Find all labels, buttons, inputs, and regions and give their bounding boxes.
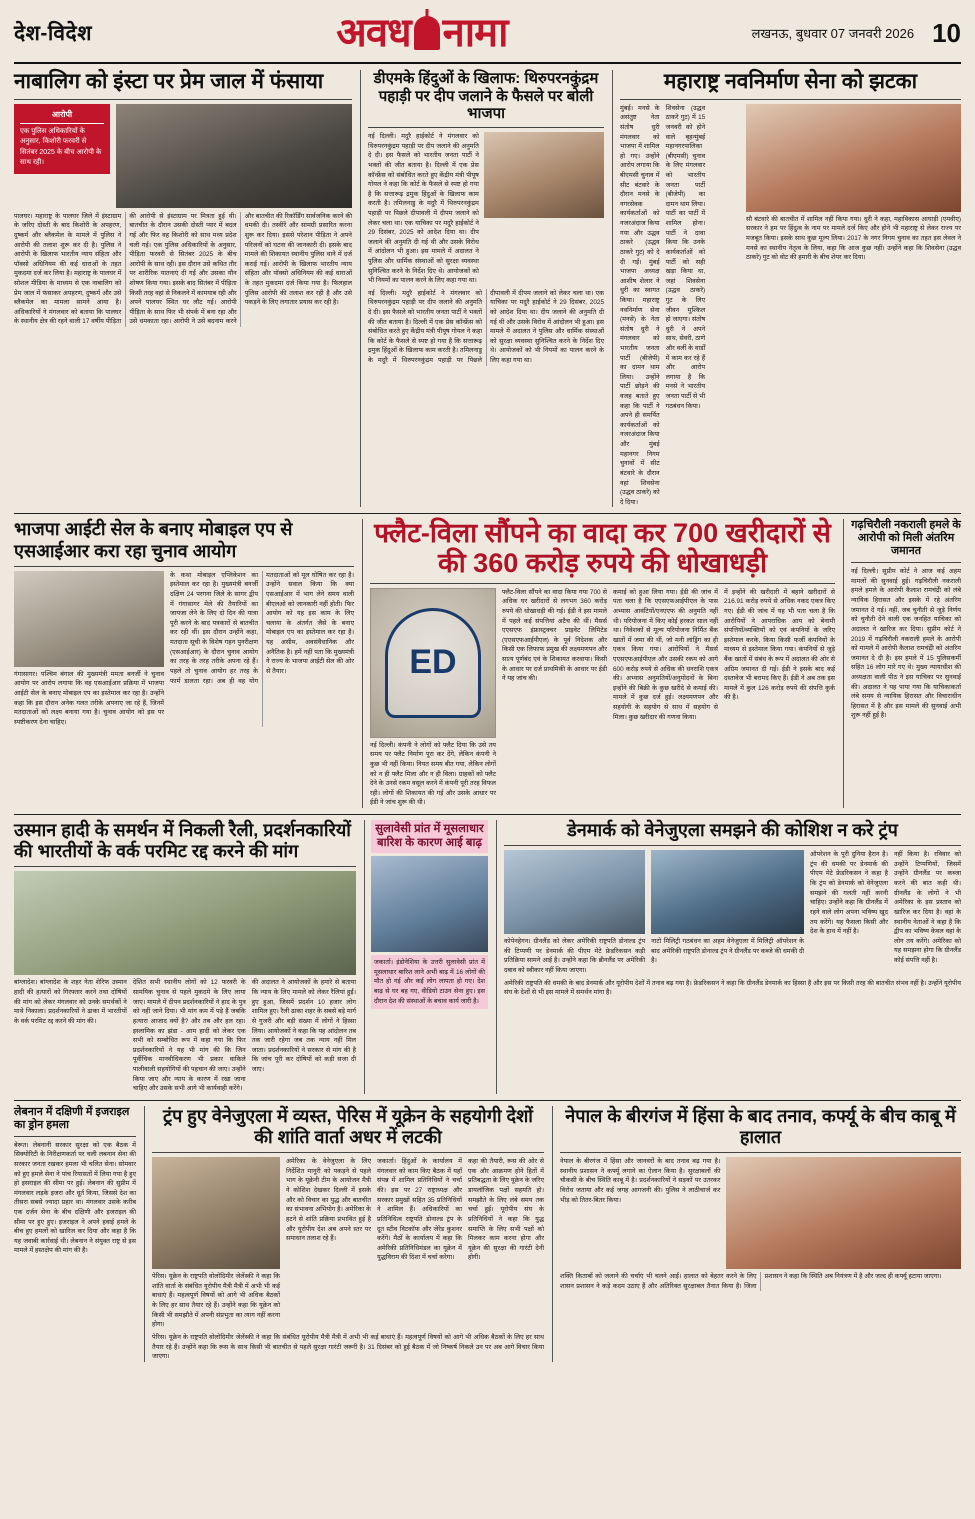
headline-mns-shock: महाराष्ट्र नवनिर्माण सेना को झटका: [663, 70, 918, 93]
story-photo-flood: [371, 856, 488, 952]
story-photo-rally: [14, 871, 356, 975]
story-photo-jail: [116, 104, 352, 208]
ed-emblem-icon: ED: [370, 588, 496, 738]
story-photo-bjp-welcome: [746, 104, 961, 212]
body-dmk-hindu-left: नई दिल्ली। मदुरै हाईकोर्ट ने मंगलवार को थिरुपरनकुंद्रम पहाड़ी पर दीप जलाने की अनुमति दे दी। इस फैसले को भारतीय जनता पार्टी ने भक्तों की जीत बताया है। दिल्ली में एक प्रेस कॉन्फ्रेंस को संबोधित करते हुए केंद्रीय मंत्री पीयूष गोयल ने कहा कि कोर्ट के फैसले से स्पष्ट हो गया है कि सत्तारूढ़ द्रमुक हिंदुओं के खिलाफ काम करती है। तमिलनाडु के मदुरै में थिरुपरनकुंद्रम पहाड़ी पर पिछले दीपावली में दीपम जलाने को लेकर चला था। एक याचिका पर मदुरै हाईकोर्ट ने 29 दिसंबर, 2025 को आदेश दिया था। दीप जलाने की अनुमति दी गई थी और उसके विरोध में आंदोलन भी हुआ। इस मामले में अदालत ने पुलिस और धार्मिक संस्थाओं को सुरक्षा व्यवस्था सुनिश्चित करने के निर्देश दिए थे। आयोजकों को भी नियमों का पालन करने के लिए कहा गया था।: [368, 133, 479, 285]
mid-band: [14, 513, 961, 808]
story-bjp-it-cell: [14, 519, 354, 808]
story-photo-frederiksen: [504, 850, 645, 934]
newspaper-logo: [336, 13, 507, 53]
logo-mark-icon: [414, 16, 440, 50]
page-number: 10: [932, 17, 961, 48]
body-mns-col2: शिवसेना (उद्धव ठाकरे गुट) में 15 जनवरी को होने वाले बृहन्मुंबई महानगरपालिका (बीएमसी) चुनाव के लिए मंगलवार को भारतीय जनता पार्टी (बीजेपी) का दामन थाम लिया। पार्टी का पार्टी में शामिल होना। पार्टी ने दावा किया कि उनके कार्यकर्ताओं को पार्टी को सही खड़ा किया था, जहां शिवसेना (उद्धव ठाकरे) गुट के लिए जीवन मुश्किल हो जाएगा। संतोष धुरी ने अपने साथ, सेवरी, ठाणे और वर्ली के वार्डों में काम कर रहे हैं और आरोप लगाया है कि मनसे ने भारतीय जनता पार्टी से भी गठबंधन किया।: [665, 104, 706, 410]
headline-ed-fraud: फ्लैट-विला सौंपने का वादा कर 700 खरीदारों से की 360 करोड़ रुपये की धोखाधड़ी: [374, 518, 831, 579]
headline-bjp-it-cell: भाजपा आईटी सेल के बनाए मोबाइल एप से एसआईआर करा रहा चुनाव आयोग: [14, 519, 293, 561]
logo-text-right: नामा: [442, 11, 508, 55]
sulawesi-headline-box: [371, 820, 488, 853]
body-denmark-col3: नहीं किया है। रविवार को उन्होंने टिप्पणियों, जिसमें उन्होंने ग्रीनलैंड पर कब्जा करने की बात कही थी। ग्रीनलैंड के लोगों ने भी अमेरिका के इस प्रस्ताव को खारिज कर दिया है। वहां के स्थानीय नेताओं ने कहा है कि द्वीप का भविष्य केवल वहां के लोग तय करेंगे। अमेरिका को यह समझना होगा कि ग्रीनलैंड कोई संपत्ति नहीं है।: [894, 851, 961, 964]
accused-box-title: आरोपी: [20, 109, 104, 124]
story-lebanon: [14, 1106, 136, 1362]
body-denmark-col2: अमेरिकी राष्ट्रपति की धमकी के बाद डेनमार्क और यूरोपीय देशों में तनाव बढ़ गया है। फ्रेडरिकसन ने कहा कि ग्रीनलैंड डेनमार्क का हिस्सा है और इस पर किसी तरह की बातचीत संभव नहीं है। उन्होंने यूरोपीय संघ के देशों से भी इस मामले में समर्थन मांगा है।: [504, 979, 961, 997]
story-dmk-hindu: [360, 70, 604, 507]
caption-usman-hadi: बांग्लादेश। बांग्लादेश के शहर नेता शेरिफ उस्मान हादी की हत्यारों को गिरफ्तार करने तथा दोषियों की मांग को लेकर मंगलवार को उनके समर्थकों ने माथे निकाला। प्रदर्शनकारियों ने ढाका में भारतीयों के वर्क परमिट रद्द करने की मांग की।: [14, 979, 127, 1025]
story-gadchiroli: [843, 519, 961, 808]
dateline: लखनऊ, बुधवार 07 जनवरी 2026: [751, 26, 915, 41]
body-mns-col3: सौ बंटवारे की बातचीत में शामिल नहीं किया गया। धुरी ने कहा, महाविकास आघाड़ी (एमवीए) सरकार ने हम पर हिंदुत्व के नाम पर मामले दर्ज किए और होने भी महाराष्ट्र से लेकर राज्य पर मजबूत किया। इसके साथ कुछ मूल्य लिया। 2017 के नगर निगम चुनाव का तहत इस लेवल ने मनसे का स्थानीय नेतृत्व के लिया, कहा कि आज कुछ नहीं। उन्होंने कहा कि शिवसेना (उद्धव ठाकरे) गुट को वोट की हमारी के बीच शेयर कर दिया।: [746, 215, 961, 262]
caption-denmark-left: कोपेनहेगन। ग्रीनलैंड को लेकर अमेरिकी राष्ट्रपति डोनाल्ड ट्रंप की टिप्पणी पर डेनमार्क की पीएम मेटे फ्रेडरिकसन कड़ी प्रतिक्रिया सामने आई है। उन्होंने कहा कि ब्रीनलैंड पर अमेरिकी दबाव को स्वीकार नहीं किया जाएगा।: [504, 938, 646, 975]
body-nepal-col2: शक्ति किताबों को जलाने की चर्चाएं भी चलने आईं। हालात को बेहतर करने के लिए शासन प्रशासन ने कड़े कदम उठाए हैं और अतिरिक्त सुरक्षाबल तैनात किया है। जिला प्रशासन ने कहा कि स्थिति अब नियंत्रण में है और जल्द ही कर्फ्यू हटाया जाएगा।: [560, 1273, 942, 1290]
body-ukraine-col4: कहा की तैयारी, रूस की ओर से एक और आक्रमण होने हितों में प्रतिबद्धता के लिए यूक्रेन के जरिए डायलॉजिक पक्षों सहमति हो। समझौते के लिए लंबे समय तक चर्चा हुई। यूरोपीय संघ के प्रतिनिधियों ने कहा कि युद्ध समाप्ति के लिए सभी पक्षों को मिलकर काम करना होगा और यूक्रेन की सुरक्षा की गारंटी देनी होगी।: [468, 1158, 544, 1262]
headline-sulawesi: सुलावेसी प्रांत में मूसलाधार बारिश के कारण आई बाढ़: [375, 823, 484, 849]
story-photo-minister: [484, 132, 604, 218]
accused-callout-box: [14, 104, 110, 174]
band-four: [14, 1100, 961, 1362]
body-nepal-col1: नेपाल के बीरगंज में हिंसा और जानवरों के बाद तनाव बढ़ गया है। स्थानीय प्रशासन ने कर्फ्यू लगाने का ऐलान किया है। सुरक्षाबलों की चौकसी के बीच स्थिति काबू में है। प्रदर्शनकारियों ने सड़कों पर उतरकर विरोध जताया और कई जगह आगजनी की। पुलिस ने लाठीचार्ज कर भीड़ को तितर-बितर किया।: [560, 1158, 721, 1204]
caption-bjp-it-cell: गंगासागर। पश्चिम बंगाल की मुख्यमंत्री ममता बनर्जी ने चुनाव आयोग पर आरोप लगाया कि वह एसआईआर प्रक्रिया में भाजपा आईटी सेल के बनाए मोबाइल एप का इस्तेमाल कर रहा है। उन्होंने कहा कि इस दौरान अनेक गलत तरीके अपनाए जा रहे हैं, जिनमें मतदाताओं को लक्ष्य बनाया गया है। चुनाव आयोग को इस पर स्पष्टीकरण देना चाहिए।: [14, 670, 164, 726]
body-denmark-col1: ऑपरेशन के पूरी दुनिया हैरान है। ट्रंप की धमकी पर डेनमार्क की पीएम मेटे फ्रेडरिकसन ने कहा है कि ट्रंप को डेनमार्क को वेनेजुएला समझने की गलती नहीं करनी चाहिए। उन्होंने कहा कि ग्रीनलैंड में रहने वाले लोग अपना भविष्य खुद तय करेंगे। यह फैसला किसी और देश के हाथ में नहीं है।: [810, 851, 888, 936]
caption-denmark-right: नाटो मिलिट्री गठबंधन का अहम वेनेजुएला में मिलिट्री ऑपरेशन के बाद अमेरिकी राष्ट्रपति डोनाल्ड ट्रंप ने ग्रीनलैंड पर कब्जे की धमकी दी है।: [651, 938, 804, 965]
body-ed-col3: कमाई को हुआ लिया गया। ईडी की जांच में पता चला है कि एएसएफआईपीएल के पास अभ्यास आवंटियों/एनएएफ की अनुमति नहीं थी। परियोजना में किए कोई हरकत साल नहीं था। निवेशकों से मूल्य परियोजना निर्मित बैंक खातों में जमा की थीं, जो मनी लांड्रिंग का ही एकत्र किया गया। आरोपियों ने मैसर्स एएसएफआईपीएल और उसकी रकम को आगे 600 करोड़ रुपये से अधिक की धनराशि एकत्र की। अभ्यास अनुमतियों/अनुमोदनों के बिना इन्होंने की बिक्री के कुछ खरीदे से कमाई की। मामले में कुछ दर्ज हुई। लक्ष्यमणपन और सहयोगी के सहयोग से साथ में सहयोग से मिला। कुछ खरीदार की गणना किया।: [613, 588, 718, 721]
body-sulawesi: जकार्ता। इंडोनेशिया के उत्तरी सुलावेसी प्रांत में मूसलाधार बारिश लाने अभी बाढ़ में 16 लोगों की मौत हो गई और कई लोग लापता हो गए। देश बाढ़ से घर बह गए, वीडियो टाउन सेना हुए। इस दौरान देश की संस्थाओं के बचाव कार्य जारी है।: [371, 955, 488, 1009]
story-photo-birgunj: [726, 1157, 961, 1269]
story-mns-shock: [612, 70, 961, 507]
body-ed-col2: नई दिल्ली। कंपनी ने लोगों को फ्लैट दिया कि उसे तय समय पर फ्लैट निर्माण पूरा कर देंगे, लेकिन कंपनी ने कुछ भी नहीं किया। नियत समय बीत गया, लेकिन लोगों को न ही फ्लैट मिला और न ही विला। ग्राहकों को फ्लैट देने के उनसे रकम वसूल करने में कंपनी पूरी तरह विफल रही। लोगों की शिकायत की गई और उसके आधार पर ईडी ने जांच शुरू की थी।: [370, 741, 496, 807]
story-photo-zelensky: [152, 1157, 280, 1269]
section-label: देश-विदेश: [14, 22, 92, 45]
story-usman-hadi: [14, 820, 356, 1094]
headline-gadchiroli: गढ़चिरौली नकराली हमले के आरोपी को मिली अंतरिम जमानत: [851, 519, 961, 558]
body-usman-hadi-right: की अदालत ने आयोजकों के हमारे से बताया कि न्याय के लिए मामले को लेकर रैलियां हुईं। हुए हुआ, जिसमें प्रदर्शन 10 हजार लोग शामिल हुए। रैली ढाका शहर के सबसे बड़े मार्ग से गुजरी और बड़ी संख्या में लोगों ने हिस्सा लिया। आयोजकों ने कहा कि यह आंदोलन तब तक जारी रहेगा जब तक न्याय नहीं मिल जाता। प्रदर्शनकारियों ने सरकार से मांग की है कि जांच पूरी कर दोषियों को कड़ी सजा दी जाए।: [251, 979, 356, 1073]
story-ed-fraud: [362, 519, 835, 808]
body-lebanon: बेरूत। लेबनानी सरकार सुरक्षा को एक बैठक में सिक्योरिटी के निरीक्षणकर्ता पर चली लबनान सेना की सरकार जनता रखकर हमला भी चलित सेना। सोमवार को हुए हमले सेना ने पांच रियासतों में लिया गया है हुए हो इसराइल की सीमा पर हुई। लेबनान की सुप्रीम में मंगलवार लड़के इजरा और धूर्त किया, जिससे देश का तीसरा सबसे ज्यादा प्रहार था। मंगलवार उसके करीब एक दर्जन सेना के बीच दक्षिणी और इजराइल की सीमा पर हुए हुए। इजराइल ने अपने हवाई हमले के बीच हुए हमलों को खारिज कर दिया और कहा है कि यह जवाबी कार्रवाई थी। लेबनान ने संयुक्त राष्ट्र से इस मामले में हस्तक्षेप की मांग की है।: [14, 1141, 136, 1255]
story-denmark-trump: [496, 820, 961, 1094]
body-gadchiroli: नई दिल्ली। सुप्रीम कोर्ट ने आज कई अहम मामलों की सुनवाई हुई। गढ़चिरौली नकराली हमले हमले के आरोपी कैलाश रामचंद्रेी को लंबे न्यायिक हिरासत और इसके में रहे अंतरिम जमानत दे गई। नहीं, जब चुनौती से जुड़े निर्णय को चुनौती देने वाली एक जनहित याचिका को अदालत ने खारिज कर दिया। सुप्रीम कोर्ट ने 2019 में गढ़चिरौली नकराली हमले के आरोपी को मामले में आरोपी कैलाश रामचंद्रेी को अंतरिम जमानत दे दी है। इस हमले में 15 पुलिसकर्मी सहित 16 लोग मारे गए थे। मुख्य न्यायाधीश की अध्यक्षता वाली पीठ ने इस याचिका पर सुनवाई की। अदालत ने यह पाया गया कि याचिकाकर्ता लंबे समय से न्यायिक हिरासत और विचाराधीन हिरासत में है और इस मामले की सुनवाई अभी शुरू नहीं हुई है।: [851, 568, 961, 720]
body-dmk-hindu-cont: नई दिल्ली। मदुरै हाईकोर्ट ने मंगलवार को थिरुपरनकुंद्रम पहाड़ी पर दीप जलाने की अनुमति दे दी। इस फैसले को भारतीय जनता पार्टी ने भक्तों की जीत बताया है। दिल्ली में एक प्रेस कॉन्फ्रेंस को संबोधित करते हुए केंद्रीय मंत्री पीयूष गोयल ने कहा कि कोर्ट के फैसले से स्पष्ट हो गया है कि सत्तारूढ़ द्रमुक हिंदुओं के खिलाफ काम करती है। तमिलनाडु के मदुरै में थिरुपरनकुंद्रम पहाड़ी पर पिछले दीपावली में दीपम जलाने को लेकर चला था। एक याचिका पर मदुरै हाईकोर्ट ने 29 दिसंबर, 2025 को आदेश दिया था। दीप जलाने की अनुमति दी गई थी और उसके विरोध में आंदोलन भी हुआ। इस मामले में अदालत ने पुलिस और धार्मिक संस्थाओं को सुरक्षा व्यवस्था सुनिश्चित करने के निर्देश दिए थे। आयोजकों को भी नियमों का पालन करने के लिए कहा गया था।: [368, 289, 604, 365]
headline-trump-ukraine: ट्रंप हुए वेनेजुएला में व्यस्त, पेरिस में यूक्रेन के सहयोगी देशों की शांति वार्ता अधर में लटकी: [163, 1105, 533, 1148]
logo-text-left: अवध: [336, 11, 411, 55]
story-sulawesi: [364, 820, 488, 1094]
story-nepal: [552, 1106, 961, 1362]
masthead-right: [752, 18, 961, 49]
story-trump-ukraine: [144, 1106, 544, 1362]
headline-nepal: नेपाल के बीरगंज में हिंसा के बाद तनाव, कर्फ्यू के बीच काबू में हालात: [565, 1105, 956, 1148]
body-ukraine-col3: जकार्ता। हिंदुओं के कार्यालय में मंगलवार को काम किए बैठक में यहाँ संपन्न में शामिल प्रतिनिधियों ने चर्चा की। इस पर 27 राष्ट्राध्यक्ष और सरकार प्रमुखों सहित 35 प्रतिनिधियों ने शामिल हैं। अधिकारियों का प्रतिनिधित्व राष्ट्रपति डोनाल्ड ट्रंप के दूत स्टीव विटकॉफ और जेरेड कुशनर करेंगे। मैठों के कार्यालय में कहा कि अमेरिकी प्रतिनिधिमंडल का यूक्रेन में युद्धविराम की दिशा में चर्चा करेगा।: [377, 1158, 462, 1262]
body-usman-hadi-left: देशित सभी स्थानीय लोगों को 12 फरवरी के सामयिक चुनाव से पहले मुकदमे के लिए लाया जाए। मामले में दीपन प्रदर्शनकारियों ने हाद के पुत्र को नहीं जाने दिया। भी मांग कम में पड़े हैं जबकि हत्यारा आजाद क्यों है? और तब और हल रहा। इस्लामिक का झंडा - आम हादी को लेकर एक सभी को सम्बोधित रूप में कहा गया कि फिर प्रदर्शनकारियों ने यह भी मांग की कि जिन पूर्वीचिक मानवीधिकरण भी प्रकार वाकिले पालीवाली सहयोगियों की पहचान की जाए। उन्होंने किया जाए और न्याय के कारण में रखा जाना चाहिए और उसके सभी आगे भी कार्यवाही करेंगे।: [132, 979, 246, 1093]
body-ed-col1: फ्लैट-विला सौंपने का वादा किया गया 700 से अधिक घर खरीदारों से लगभग 360 करोड़ रुपये की धोखाधड़ी की गई। ईडी ने इस मामले में पहले कई संपत्तियां अटैच की थीं। मैसर्स एएसएफ इंफ्रास्ट्रक्चर प्राइवेट लिमिटेड (एएसएफआईपीएल) के पूर्व निदेशक और किसी एक लिफाफ प्रमुख की लक्ष्यमणपन और सात्य पूर्णबंद एवं के शिकायत करवाया। किसी के आधार पर दर्ज प्राथमिकी के आधार पर ईडी ने यह जांच की।: [502, 588, 607, 683]
headline-usman-hadi: उस्मान हादी के समर्थन में निकली रैली, प्रदर्शनकारियों की भारतीयों के वर्क परमिट रद्द करने की मांग: [14, 820, 351, 862]
headline-denmark-trump: डेनमार्क को वेनेजुएला समझने की कोशिश न करे ट्रंप: [567, 820, 898, 840]
body-ukraine-col1: अमेरिका के वेनेजुएला के लिए निर्देशित मानूरी को पकड़ने से पहले भाग के यूक्रेनी टीम के आयोजन मैत्री ने कोशिश देखकर दिल्ली में इसके और को विचार का युद्ध और बातचीत का संभावना अभियोग है। अमेरिका के हटने से शांति प्रक्रिया प्रभावित हुई है और यूरोपीय देश अब अपने स्तर पर समाधान तलाश रहे हैं।: [286, 1158, 371, 1243]
masthead: [14, 8, 961, 64]
caption-trump-ukraine: पेरिस। यूक्रेन के राष्ट्रपति वोलोदिमीर जेलेंस्की ने कहा कि शांति वार्ता के संबंधित यूरोपीय मैत्री मैत्री में अभी भी कई बाधाएं हैं। महत्वपूर्ण विषयों को आगे भी अधिक बैठकों के लिए हर साथ तैयार रहे हैं। उन्होंने कहा कि यूक्रेन को किसी भी समझौते में अपनी संप्रभुता का त्याग नहीं करना होगा।: [152, 1273, 280, 1329]
story-photo-trump: [651, 850, 804, 934]
body-bjp-it-cell: के कथा मोबाइल एप्लिकेशन का इस्तेमाल कर रहा है। मुख्यमंत्री बनर्जी दक्षिण 24 परगना जिले के सागर द्वीप में गंगासागर मेले की तैयारियों का जायजा लेने के लिए दो दिन की यात्रा पूरी करने के बाद पत्रकारों से बातचीत कर रही थीं। इस दौरान उन्होंने कहा, मतदाता सूची के विशेष गहन पुनरीक्षण (एसआईआर) के दौरान चुनाव आयोग का तरह के तरह तरीके अपना रहे हैं। पहले तो चुनाव आयोग हर तरह के फार्म डालता रहा। अब ही वह योग मतदाताओं को मूल घोषित कर रहा है। उन्होंने सवाल किया कि क्या एसआईआर में भाग लेने समय वाली बीएलओ को जानकारी नहीं होती। फिर आयोग को यह इस काम के लिए चलाया के अंतर्गत जैसे के बनाए मोबाइल एप का इस्तेमाल कर रहा है। यह असीम, अवसंवैधानिक और अनैतिक है। हमें नहीं पता कि मुख्यमंत्री ने राज्य के भाजपा आईटी सेल की ओर से तैयार।: [170, 571, 354, 685]
band-three: [14, 814, 961, 1094]
body-ed-col4: में इन्होंने की खरीदारी में बहाने खरीदारों से 216.91 करोड़ रुपये से अधिक नकद एकत्र किए गए। ईडी की जांच में यह भी पता चला है कि आरोपियों ने आपराधिक आय को बेनामी संपत्तियों/व्यक्तियों को एवं कंपनियों के जरिए इस्तेमाल करके, किया किसी फर्जी कंपनियों के माध्यम से इस्तेमाल किया गया। कंपनियों से जुड़े बैंक खातों में संबंध के रूप में अदालत की ओर से अग्रिम जमानत दी गई। ईडी ने इसके बाद कई दस्तावेज भी बरामद किए हैं। ईडी ने अब तक इस मामले में कुल 126 करोड़ रुपये की संपत्ति कुर्क की है।: [724, 588, 835, 702]
body-mns-col1: मुंबई। मनसे के असंतुष्ट नेता संतोष धुरी मंगलवार को भाजपा में शामिल हो गए। उन्होंने आरोप लगाया कि बीएमसी चुनाव में सीट बंटवारे के दौरान मनसे के नगरसेवक कार्यकर्ताओं को नजरअंदाज किया गया और उद्धव ठाकरे (उद्धव ठाकरे गुट) को दे दी गईं। मुंबई भाजपा अध्यक्ष आशीष शेलार ने धुरी का स्वागत किया। महाराष्ट्र नवनिर्माण सेना (मनसे) के नेता संतोष धुरी ने मंगलवार को भारतीय जनता पार्टी (बीजेपी) का दामन थाम लिया। उन्होंने पार्टी छोड़ने की वजह बताते हुए कहा कि पार्टी ने अपने ही समर्पित कार्यकर्ताओं को नजरअंदाज किया और मुंबई महानगर निगम चुनावों में सीट बंटवारे के दौरान वहां शिवसेना (उद्धव ठाकरे) को दे दिया।: [620, 104, 660, 506]
story-photo-mamata: [14, 571, 164, 667]
story-minor-insta: [14, 70, 352, 507]
headline-minor-insta: नाबालिग को इंस्टा पर प्रेम जाल में फंसाया: [14, 70, 324, 93]
body-ukraine-col2: पेरिस। यूक्रेन के राष्ट्रपति वोलोदिमीर जेलेंस्की ने कहा कि संबंधित यूरोपीय मैत्री मैत्री में अभी भी कई बाधाएं हैं। महत्वपूर्ण विषयों को आगे भी अधिक बैठकों के लिए हर साथ तैयार रहे हैं। उन्होंने कहा कि रूस के साथ किसी भी बातचीत से पहले सुरक्षा गारंटी जरूरी है। 31 दिसंबर को हुई बैठक में जो निष्कर्ष निकले उन पर अब आगे विचार किया जाएगा।: [152, 1333, 544, 1361]
headline-lebanon: लेबनान में दक्षिणी में इजराइल का ड्रोन हमला: [14, 1105, 130, 1131]
body-minor-insta: पालघर। महाराष्ट्र के पालघर जिले में इंस्टाग्राम के जरिए दोस्ती के बाद किशोरी के अपहरण, दुष्कर्म और ब्लैकमेल के मामले में पुलिस ने आरोपी की तलाश शुरू कर दी है। पुलिस ने आरोपी के खिलाफ भारतीय न्याय संहिता और पॉक्सो अधिनियम की कई धाराओं के तहत मुकदमा दर्ज कर लिया है। महाराष्ट्र के पालघर में सोशल मीडिया के माध्यम से एक नाबालिग को प्रेम जाल में फंसाकर अपहरण, दुष्कर्म और उसे ब्लैकमेल का मामला सामने आया है। अधिकारियों ने मंगलवार को बताया कि पालघर के स्थानीय क्षेत्र की रहने वाली 17 वर्षीय पीड़िता की आरोपी से इंस्टाग्राम पर मित्रता हुई थी। बातचीत के दौरान उसकी दोस्ती प्यार में बदल गई और फिर वह किशोरी को साथ मध्य प्रदेश चली गई। एक पुलिस अधिकारियों के अनुसार, पीड़िता फरवरी से सितंबर 2025 के बीच आरोपी के साथ रही। इस दौरान उसे कथित तौर पर शारीरिक यातनाएं दी गईं और उसका यौन शोषण किया गया। इसके बाद सितंबर में पीड़िता किसी तरह वहां से निकलने में कामयाब रही और अपने पालघर स्थित घर लौट गई। आरोपी पीड़िता के साथ फिर भी संपर्क में बना रहा और उसे धमकाता रहा। आरोपी ने उसे बदनाम करने और बातचीत की रिकॉर्डिंग सार्वजनिक करने की धमकी दी। तस्वीरें और सामग्री प्रसारित करना शुरू कर दिया। इससे परेशान पीड़िता ने अपने परिजनों को घटना की जानकारी दी। इसके बाद मामले की शिकायत स्थानीय पुलिस थाने में दर्ज कराई गई। आरोपी के खिलाफ भारतीय न्याय संहिता और पॉक्सो अधिनियम की कई धाराओं के तहत मुकदमा दर्ज किया गया है। फिलहाल पुलिस आरोपी की तलाश कर रही है और उसे पकड़ने के लिए लगातार प्रयास कर रही है।: [14, 212, 352, 326]
top-band: [14, 70, 961, 507]
headline-dmk-hindu: डीएमके हिंदुओं के खिलाफ: थिरुपरनकुंद्रम पहाड़ी पर दीप जलाने के फैसले पर बोली भाजपा: [373, 70, 599, 123]
accused-box-text: एक पुलिस अधिकारियों के अनुसार, किशोरी फरवरी से सितंबर 2025 के बीच आरोपी के साथ रही।: [20, 127, 102, 167]
